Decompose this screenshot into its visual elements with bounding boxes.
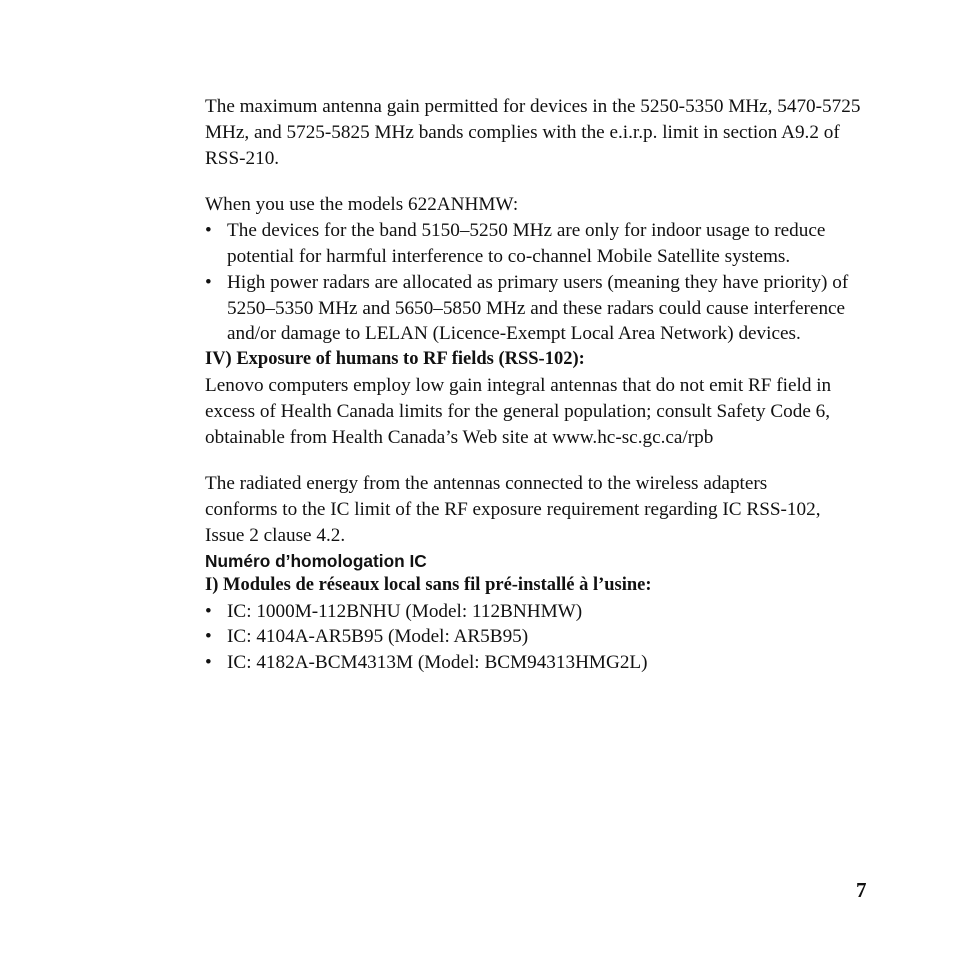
section-heading-rf-exposure: IV) Exposure of humans to RF fields (RSS-102): [205,349,585,370]
section-heading-wlan-modules: I) Modules de réseaux local sans fil pré-installé à l’usine: [205,574,652,595]
list-item-text: IC: 4104A-AR5B95 (Model: AR5B95) [227,626,529,648]
bullet-list-indoor-usage [205,218,885,347]
bullet-icon: • [205,626,212,648]
bullet-list-ic-modules [205,599,885,676]
bullet-icon: • [205,600,212,622]
list-item [205,218,881,270]
paragraph-low-gain-antennas: Lenovo computers employ low gain integral antennas that do not emit RF field in excess of Health Canada limits for the general population; consult Safety Code 6, obtainable from Health Canada’s Web site at www.hc-sc.gc.ca/rpb [205,374,832,448]
bullet-icon: • [205,220,212,242]
paragraph-radiated-energy: The radiated energy from the antennas connected to the wireless adapters conforms to the IC limit of the RF exposure requirement regarding IC RSS-102, Issue 2 clause 4.2. [205,473,821,546]
list-item-text: The devices for the band 5150–5250 MHz are only for indoor usage to reduce potential for harmful interference to co-channel Mobile Satellite systems. [227,220,826,267]
list-item [205,624,885,650]
bullet-icon: • [205,271,212,293]
list-item [205,599,885,625]
list-item [205,270,887,347]
paragraph-models-intro: When you use the models 622ANHMW: [205,194,519,216]
list-item-text: High power radars are allocated as primary users (meaning they have priority) of 5250–5350 MHz and 5650–5850 MHz and these radars could cause interference and/or damage to LELAN (Licence-Exempt Local Area Network) devices. [227,271,849,345]
document-body [205,94,885,676]
bullet-icon: • [205,652,212,674]
list-item-text: IC: 1000M-112BNHU (Model: 112BNHMW) [227,600,583,622]
list-item [205,650,885,676]
paragraph-antenna-gain: The maximum antenna gain permitted for devices in the 5250-5350 MHz, 5470-5725 MHz, and 5725-5825 MHz bands complies with the e.i.r.p. limit in section A9.2 of RSS-210. [205,96,861,169]
list-item-text: IC: 4182A-BCM4313M (Model: BCM94313HMG2L) [227,652,648,674]
page-number: 7 [856,878,867,902]
section-heading-ic-number: Numéro d’homologation IC [205,550,427,571]
